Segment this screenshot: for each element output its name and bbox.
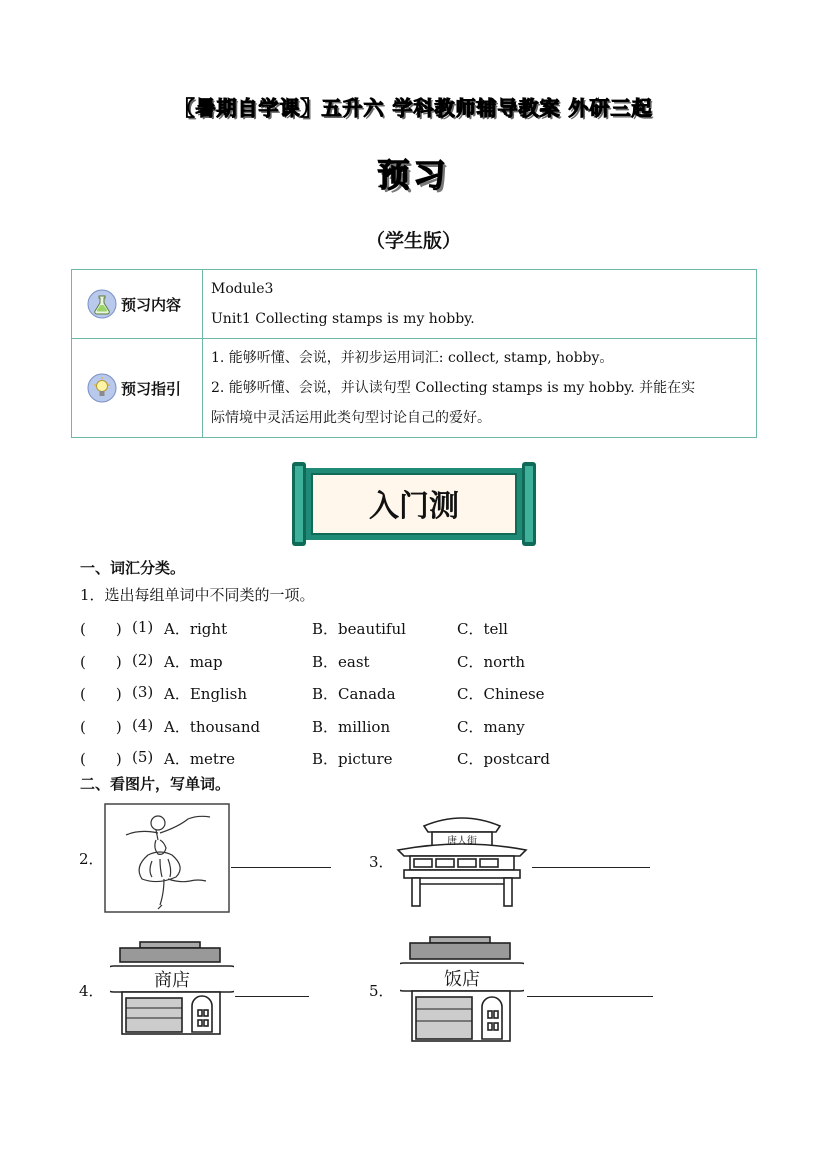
option-a: A．English bbox=[164, 685, 247, 703]
restaurant-image bbox=[400, 935, 524, 1043]
answer-line[interactable] bbox=[231, 867, 331, 868]
guide-line-1: 1. 能够听懂、会说，并初步运用词汇: collect, stamp, hobby。 bbox=[211, 350, 614, 366]
lightbulb-icon bbox=[87, 373, 117, 403]
preview-info-table bbox=[71, 269, 757, 438]
option-a: A．map bbox=[164, 653, 223, 671]
flask-icon bbox=[87, 289, 117, 319]
restaurant-sign-text: 饭店 bbox=[444, 969, 480, 990]
question-number: (1) bbox=[132, 618, 154, 636]
question-number: (2) bbox=[132, 651, 154, 669]
answer-line[interactable] bbox=[532, 867, 650, 868]
question-number: (4) bbox=[132, 716, 154, 734]
list-item bbox=[80, 651, 720, 675]
table-label-cell bbox=[72, 270, 203, 339]
answer-blank[interactable]: ( ) bbox=[80, 620, 122, 638]
question-number: (5) bbox=[132, 748, 154, 766]
list-item bbox=[80, 748, 720, 772]
section-heading: 二、看图片，写单词。 bbox=[80, 775, 231, 793]
answer-blank[interactable]: ( ) bbox=[80, 718, 122, 736]
table-label: 预习内容 bbox=[121, 295, 182, 314]
list-item bbox=[80, 683, 720, 707]
section-instruction: 1．选出每组单词中不同类的一项。 bbox=[80, 586, 315, 604]
list-item bbox=[80, 716, 720, 740]
unit-line: Unit1 Collecting stamps is my hobby. bbox=[211, 311, 475, 327]
option-b: B．million bbox=[312, 718, 391, 736]
guide-line-3: 际情境中灵活运用此类句型讨论自己的爱好。 bbox=[211, 410, 491, 426]
answer-line[interactable] bbox=[527, 996, 653, 997]
option-c: C．many bbox=[457, 718, 525, 736]
module-line: Module3 bbox=[211, 281, 274, 297]
option-b: B．east bbox=[312, 653, 370, 671]
shop-image bbox=[110, 940, 234, 1036]
option-c: C．north bbox=[457, 653, 526, 671]
table-label: 预习指引 bbox=[121, 379, 182, 398]
document-subtitle: 预习 bbox=[377, 156, 450, 194]
option-a: A．metre bbox=[164, 750, 236, 768]
question-number: (3) bbox=[132, 683, 154, 701]
ballet-dancer-image bbox=[104, 803, 230, 913]
option-a: A．thousand bbox=[164, 718, 261, 736]
list-item bbox=[80, 618, 720, 642]
answer-blank[interactable]: ( ) bbox=[80, 685, 122, 703]
document-title: 【暑期自学课】五升六 学科教师辅导教案 外研三起 bbox=[174, 96, 653, 120]
picture-number: 4． bbox=[79, 982, 104, 1000]
table-row bbox=[72, 339, 757, 438]
entry-test-banner bbox=[292, 462, 536, 546]
option-a: A．right bbox=[164, 620, 228, 638]
answer-line[interactable] bbox=[235, 996, 309, 997]
picture-number: 5． bbox=[369, 982, 394, 1000]
option-b: B．beautiful bbox=[312, 620, 406, 638]
edition-label: （学生版） bbox=[365, 230, 461, 252]
table-content-cell bbox=[203, 339, 757, 438]
option-c: C．tell bbox=[457, 620, 508, 638]
table-content-cell bbox=[203, 270, 757, 339]
answer-blank[interactable]: ( ) bbox=[80, 653, 122, 671]
table-row bbox=[72, 270, 757, 339]
banner-text: 入门测 bbox=[369, 489, 459, 524]
chinatown-gate-image bbox=[394, 808, 530, 908]
guide-line-2: 2. 能够听懂、会说，并认读句型 Collecting stamps is my hobby. 并能在实 bbox=[211, 380, 696, 396]
picture-number: 2． bbox=[79, 850, 104, 868]
shop-sign-text: 商店 bbox=[154, 970, 190, 991]
option-c: C．postcard bbox=[457, 750, 550, 768]
answer-blank[interactable]: ( ) bbox=[80, 750, 122, 768]
option-c: C．Chinese bbox=[457, 685, 545, 703]
section-heading: 一、词汇分类。 bbox=[80, 559, 186, 577]
table-label-cell bbox=[72, 339, 203, 438]
picture-number: 3． bbox=[369, 853, 394, 871]
option-b: B．Canada bbox=[312, 685, 396, 703]
gate-sign-text: 唐人街 bbox=[447, 836, 477, 847]
option-b: B．picture bbox=[312, 750, 393, 768]
